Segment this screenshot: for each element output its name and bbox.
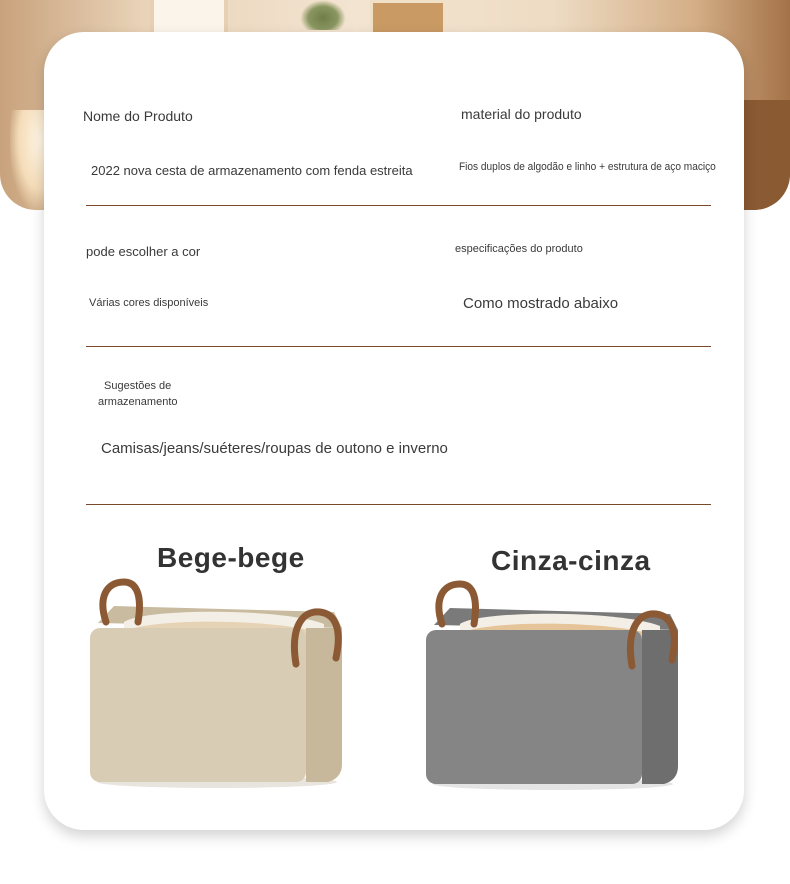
storage-label-line2: armazenamento [98,396,178,408]
gray-basket-image [420,580,686,794]
product-name-label: Nome do Produto [83,108,193,124]
divider-2 [86,346,711,347]
background-plant [300,0,346,30]
spec-value: Como mostrado abaixo [463,295,619,312]
material-value: Fios duplos de algodão e linho + estrutura de aço maciço [459,161,716,173]
color-label: pode escolher a cor [86,244,201,259]
storage-label-line1: Sugestões de [104,380,172,392]
storage-value: Camisas/jeans/suéteres/roupas de outono e inverno [101,440,448,457]
background-picture-frame [370,0,446,36]
divider-1 [86,205,711,206]
gray-basket-fabric [426,630,642,784]
background-window [150,0,228,34]
variant-title-gray: Cinza-cinza [491,545,651,576]
divider-3 [86,504,711,505]
beige-basket-image [84,578,350,792]
color-value: Várias cores disponíveis [89,297,209,309]
beige-basket-fabric [90,628,306,782]
spec-label: especificações do produto [455,243,583,255]
material-label: material do produto [461,106,582,122]
product-name-value: 2022 nova cesta de armazenamento com fenda estreita [91,163,413,178]
variant-title-beige: Bege-bege [157,542,305,573]
